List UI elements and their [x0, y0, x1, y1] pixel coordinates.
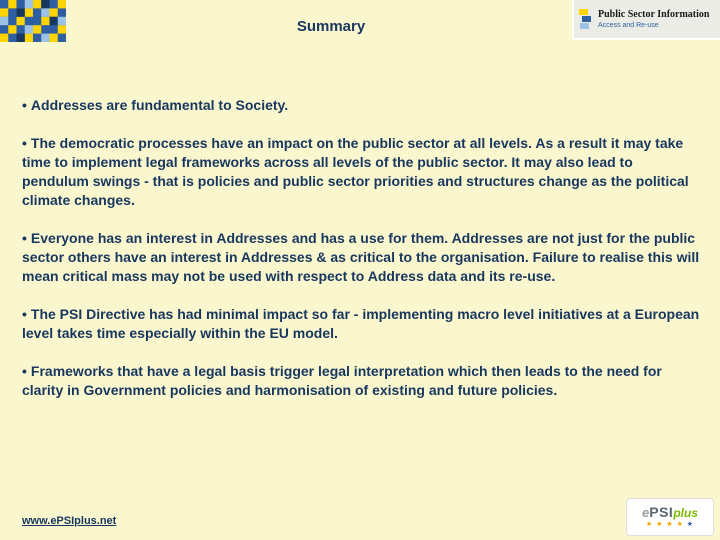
bullet-item	[22, 229, 700, 286]
bullet-item	[22, 305, 700, 343]
bullet-marker: •	[22, 363, 27, 379]
bullet-text: Frameworks that have a legal basis trigger legal interpretation which then leads to the need for clarity in Government policies and harmonisation of existing and future policies.	[22, 363, 662, 398]
epsiplus-logo	[626, 498, 714, 536]
bullet-text: Everyone has an interest in Addresses and has a use for them. Addresses are not just for the public sector others have an interest in Addresses & as critical to the organisation. Failure to realise this will mean critical mass may not be used with respect to Address data and its re-use.	[22, 230, 700, 284]
blue-star-icon: ★	[686, 521, 695, 528]
slide-body	[22, 96, 700, 419]
bullet-marker: •	[22, 97, 27, 113]
flags-icon	[579, 8, 593, 30]
epsiplus-plus: plus	[673, 506, 698, 520]
psi-header-logo	[572, 0, 720, 40]
header-logo-subtitle: Access and Re-use	[598, 22, 659, 29]
page-title: Summary	[296, 18, 366, 35]
header-logo-title: Public Sector Information	[598, 9, 710, 20]
bullet-text: The democratic processes have an impact on the public sector at all levels. As a result it may take time to implement legal frameworks across all levels of the public sector. It may also lead to pendulum swings - that is policies and public sector priorities and structures change as the political climate changes.	[22, 135, 689, 208]
bullet-text: Addresses are fundamental to Society.	[30, 97, 289, 113]
bullet-item	[22, 134, 700, 210]
bullet-item	[22, 362, 700, 400]
footer-link[interactable]: www.ePSIplus.net	[22, 515, 117, 527]
epsiplus-logo-text	[642, 505, 698, 520]
bullet-item	[22, 96, 700, 115]
bullet-marker: •	[22, 306, 27, 322]
bullet-marker: •	[22, 230, 27, 246]
epsiplus-e: e	[642, 505, 650, 520]
epsiplus-psi: PSI	[649, 504, 674, 520]
bullet-text: The PSI Directive has had minimal impact so far - implementing macro level initiatives at a European level takes time especially within the EU model.	[22, 306, 700, 341]
stars-icon	[646, 520, 694, 529]
gold-stars-icon: ★ ★ ★ ★	[645, 521, 684, 528]
bullet-marker: •	[22, 135, 27, 151]
